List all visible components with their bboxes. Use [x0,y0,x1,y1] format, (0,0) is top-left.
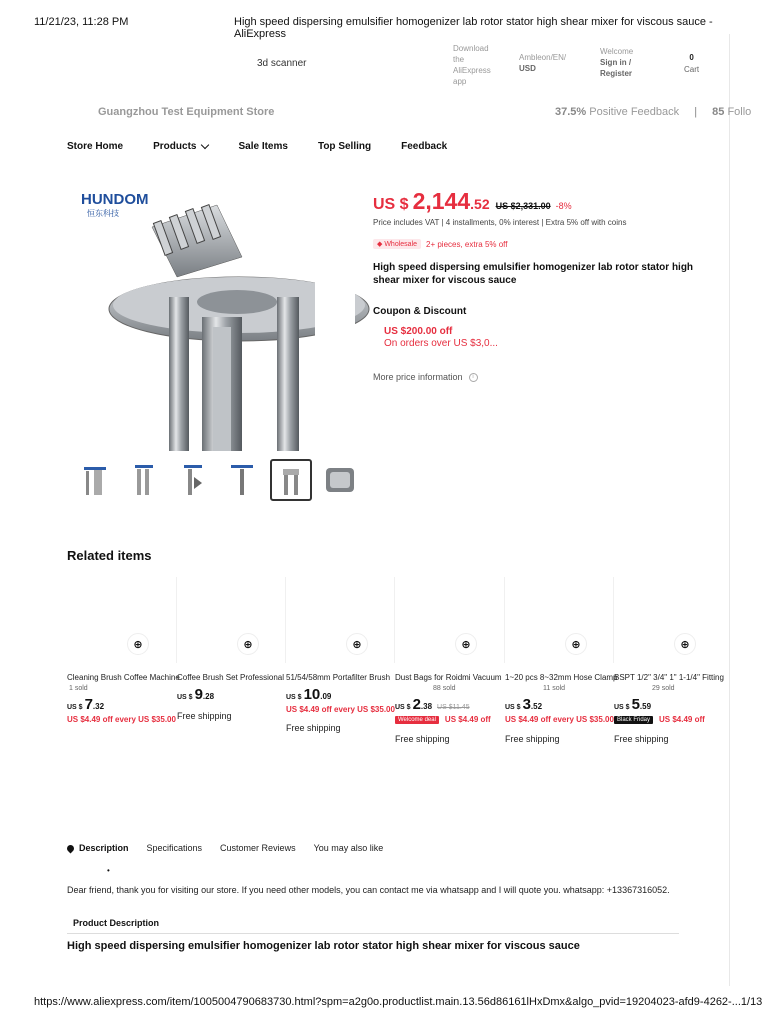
related-item-price [395,696,470,713]
price-currency: US $ [373,196,409,213]
feedback-label: Positive Feedback [589,106,680,118]
related-item-price [286,686,331,703]
related-item-name[interactable]: Cleaning Brush Coffee Machine [67,673,180,682]
tab-customer-reviews[interactable]: Customer Reviews [220,843,296,853]
add-to-cart-icon[interactable]: ⊕ [455,633,477,655]
related-grid [67,577,724,757]
thumb-image-icon [129,463,159,497]
download-label-4: app [453,77,467,86]
tab-you-may-also-like[interactable]: You may also like [313,843,384,853]
price-integer: 3 [522,696,531,713]
coupon-heading: Coupon & Discount [373,306,467,317]
wholesale-badge [373,239,421,249]
store-nav [67,141,477,152]
related-item-image[interactable] [286,577,390,663]
product-title: High speed dispersing emulsifier homogenizer lab rotor stator high shear mixer for viscous sauce [373,262,694,286]
thumb-image-icon [274,463,308,497]
nav-feedback[interactable]: Feedback [401,141,448,152]
price-currency: US $ [286,694,302,701]
related-item-price [505,696,542,713]
print-url: https://www.aliexpress.com/item/1005004790683730.html?spm=a2g0o.productlist.main.13.56d86161lHxDmx&algo_pvid=19204023-afd9-4262-... [34,996,741,1008]
price-original: US $11.45 [437,704,470,711]
wholesale-text: 2+ pieces, extra 5% off [426,239,508,249]
black-friday-badge: Black Friday [614,716,653,724]
account-menu[interactable] [600,46,633,79]
related-item-image[interactable] [395,577,499,663]
related-item-image[interactable] [67,577,171,663]
side-divider [729,34,730,986]
print-page: 1/13 [740,996,763,1008]
print-date: 11/21/23, 11:28 PM [34,16,129,28]
add-to-cart-icon[interactable]: ⊕ [565,633,587,655]
feedback-percent: 37.5% [555,106,587,118]
print-title: High speed dispersing emulsifier homogenizer lab rotor stator high shear mixer for viscous sauce - AliExpress [234,16,713,40]
tab-description-label: Description [79,843,129,853]
store-feedback [555,106,751,118]
product-description-label: Product Description [73,918,160,928]
coupon-condition: On orders over US $3,0... [384,338,498,349]
followers-label: Follo [727,106,752,118]
price-currency: US $ [614,704,630,711]
nav-sale-items[interactable]: Sale Items [238,141,288,152]
section-divider [67,933,679,934]
related-item-price [67,696,104,713]
related-item[interactable] [67,577,180,757]
product-main-image[interactable] [67,177,355,451]
logo-brand: HUNDOM [81,191,149,208]
store-name[interactable]: Guangzhou Test Equipment Store [98,106,275,118]
description-tabs [67,843,401,853]
price-decimal: .52 [530,702,543,711]
thumb-image-icon [80,463,110,497]
currency-label: USD [519,64,536,73]
related-item-promo [395,715,499,724]
thumbnail-5-selected[interactable] [270,459,312,501]
welcome-label: Welcome [600,47,634,56]
nav-store-home[interactable]: Store Home [67,141,124,152]
product-description-title: High speed dispersing emulsifier homogenizer lab rotor stator high shear mixer for viscous sauce [67,940,580,952]
price-decimal: .52 [470,196,490,212]
related-item-sold: 1 sold [69,685,88,692]
related-item-name[interactable]: Coffee Brush Set Professional [177,673,285,682]
download-label-3: AliExpress [453,66,491,75]
price-integer: 10 [303,686,321,703]
download-label-1: Download [453,44,489,53]
more-price-label: More price information [373,372,463,382]
price-decimal: .38 [420,702,433,711]
related-item-promo: US $4.49 off every US $35.00 [67,715,176,724]
wholesale-badge-label: Wholesale [384,241,418,248]
wholesale-offer [373,239,507,249]
related-item-name[interactable]: BSPT 1/2" 3/4" 1" 1-1/4" Fitting [614,673,724,682]
price-integer: 2,144 [412,188,471,214]
cart-count: 0 [689,53,694,62]
print-footer [34,996,763,1008]
promo-text: US $4.49 off [659,715,705,724]
region-label: Ambleon/EN/ [519,53,567,62]
coupon-amount[interactable]: US $200.00 off [384,326,453,337]
add-to-cart-icon[interactable]: ⊕ [346,633,368,655]
related-item[interactable] [614,577,724,757]
related-item-sold: 29 sold [652,685,675,692]
thumb-image-icon [227,463,257,497]
related-item[interactable] [395,577,502,757]
thumbnail-4[interactable] [221,459,263,501]
thumbnail-2[interactable] [123,459,165,501]
related-item-price [177,686,214,703]
register-link[interactable]: Register [600,69,633,78]
thumbnail-strip [74,459,361,501]
discount-percent: -8% [555,201,572,211]
more-price-info[interactable] [373,372,478,382]
price-line [373,188,572,215]
price-currency: US $ [177,694,193,701]
feedback-separator: | [694,106,698,118]
mixer-illustration [67,177,355,451]
description-text: Dear friend, thank you for visiting our store. If you need other models, you can contact me via whatsapp and I will quote you. whatsapp: +13367316052. [67,885,670,895]
download-app-link[interactable] [453,43,491,87]
related-item-shipping: Free shipping [614,734,669,744]
price-integer: 7 [84,696,93,713]
price-integer: 2 [412,696,421,713]
print-header [34,16,734,40]
price-integer: 9 [194,686,203,703]
related-item-sold: 11 sold [543,685,566,692]
tab-description[interactable] [67,843,129,853]
tag-icon: ◆ [377,241,385,248]
promo-text: US $4.49 off [444,715,491,724]
signin-link[interactable]: Sign in / [600,58,632,67]
logo-sub: 恒东科技 [87,209,119,218]
nav-top-selling[interactable]: Top Selling [317,141,372,152]
related-item-price [614,696,651,713]
welcome-deal-badge: Welcome deal [395,716,439,724]
bullet-dot: • [107,866,110,875]
search-input[interactable]: 3d scanner [257,58,307,69]
price-integer: 5 [631,696,640,713]
price-decimal: .28 [202,692,215,701]
price-decimal: .59 [639,702,652,711]
original-price: US $2,331.00 [495,201,551,211]
price-currency: US $ [395,704,411,711]
related-heading: Related items [67,548,152,563]
related-item-sold: 88 sold [433,685,456,692]
nav-products[interactable] [153,141,208,152]
price-note: Price includes VAT | 4 installments, 0% interest | Extra 5% off with coins [373,218,627,227]
followers-count: 85 [712,106,725,118]
related-item-promo [614,715,718,724]
chevron-down-icon [201,141,209,149]
region-selector[interactable] [519,52,566,74]
related-item[interactable] [505,577,618,757]
tab-specifications[interactable]: Specifications [146,843,203,853]
price-currency: US $ [67,704,83,711]
thumbnail-1[interactable] [74,459,116,501]
related-item-shipping: Free shipping [286,723,341,733]
related-item-shipping: Free shipping [395,734,450,744]
add-to-cart-icon[interactable]: ⊕ [127,633,149,655]
cart-button[interactable] [684,52,699,76]
related-item-name[interactable]: Dust Bags for Roidmi Vacuum [395,673,502,682]
related-item-promo: US $4.49 off every US $35.00 [505,715,614,724]
location-pin-icon [66,843,76,853]
cart-label: Cart [684,65,700,74]
related-item[interactable] [177,577,285,757]
add-to-cart-icon[interactable]: ⊕ [237,633,259,655]
info-icon: i [469,373,478,382]
related-item-name[interactable]: 51/54/58mm Portafilter Brush [286,673,391,682]
related-item-image[interactable] [177,577,281,663]
add-to-cart-icon[interactable]: ⊕ [674,633,696,655]
related-item-promo: US $4.49 off every US $35.00 [286,705,395,714]
related-item[interactable] [286,577,395,757]
related-item-shipping: Free shipping [505,734,560,744]
price-currency: US $ [505,704,521,711]
related-item-shipping: Free shipping [177,711,232,721]
price-decimal: .32 [92,702,105,711]
thumb-image-icon [178,463,208,497]
related-item-name[interactable]: 1~20 pcs 8~32mm Hose Clamp [505,673,618,682]
thumbnail-3[interactable] [172,459,214,501]
related-item-image[interactable] [505,577,609,663]
nav-products-label: Products [153,141,197,152]
related-item-image[interactable] [614,577,718,663]
download-label-2: the [453,55,465,64]
thumb-image-icon [322,462,358,498]
price-decimal: .09 [320,692,332,701]
thumbnail-6[interactable] [319,459,361,501]
